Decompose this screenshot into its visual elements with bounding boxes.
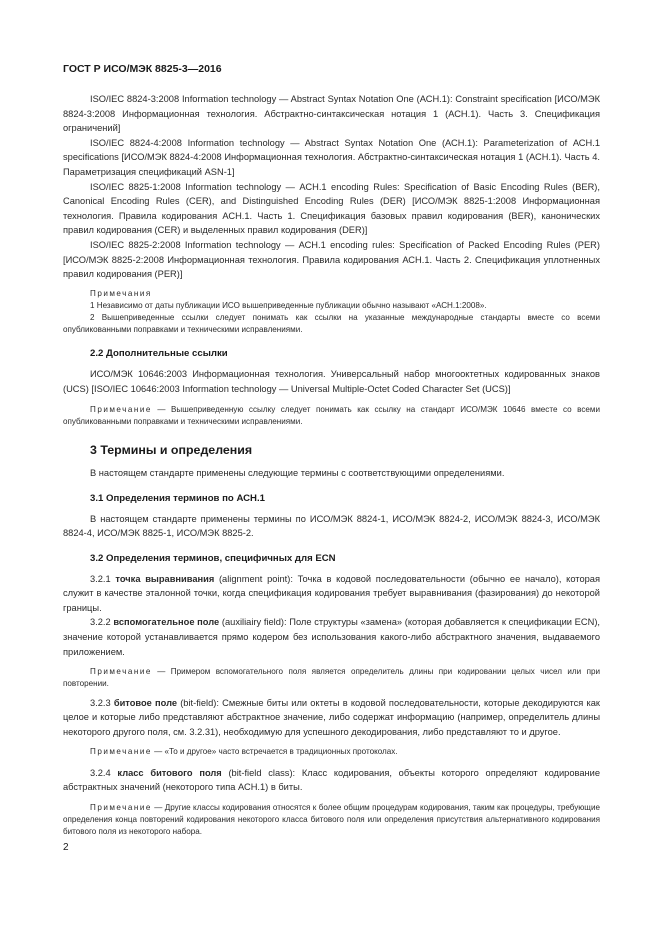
term-text: (auxiliairy field): Поле структуры «замена» (которая добавляется к спецификации ECN), значение которой устанавливается прямо кодером без использования какого-либо абстрактного значения, выдаваемого приложением.: [63, 617, 600, 657]
note-paragraph: [63, 802, 600, 839]
section-text: В настоящем стандарте применены термины по ИСО/МЭК 8824-1, ИСО/МЭК 8824-2, ИСО/МЭК 8824-3, ИСО/МЭК 8824-4, ИСО/МЭК 8825-1, ИСО/МЭК 8825-2.: [63, 513, 600, 539]
note-text: — Другие классы кодирования относятся к более общим процедурам кодирования, таким как процедуры, требующие определения конца повторений кодирования некоторого класса битового поля или определения присутствия альтернативного кодирования битового поля из некоторого набора.: [63, 802, 600, 837]
section-heading-3: 3 Термины и определения: [90, 442, 253, 457]
term-name: класс битового поля: [117, 767, 222, 778]
term-definition: [63, 615, 600, 659]
document-body: [63, 92, 600, 838]
term-text: (bit-field): Смежные биты или октеты в кодовой последовательности, которые декодируются как целое и которые либо представляют абстрактное значение, либо содержат информацию (например, определитель длины некоторого другого поля, см. 3.2.31), необходимую для успешного декодирования, либо представляют то и другое.: [63, 697, 600, 737]
note-paragraph: [63, 666, 600, 690]
note-item: 2 Вышеприведенные ссылки следует понимать как ссылки на указанные международные стандарты вместе со всеми опубликованными поправками и техническими исправлениями.: [63, 312, 600, 335]
section-heading-3-2: 3.2 Определения терминов, специфичных для ECN: [90, 552, 336, 564]
note-label: Примечание: [90, 667, 152, 677]
reference-entry: ISO/IEC 8824-3:2008 Information technology — Abstract Syntax Notation One (АСН.1): Constraint specification [ИСО/МЭК 8824-3:2008 Информационная технология. Абстрактно-синтаксическая нотация 1 (АСН.1). Часть 3. Спецификация ограничений]: [63, 94, 600, 134]
term-definition: [63, 696, 600, 740]
note-paragraph: [63, 404, 600, 428]
section-heading-3-1: 3.1 Определения терминов по АСН.1: [90, 492, 265, 504]
note-label: Примечание: [90, 802, 152, 812]
term-name: точка выравнивания: [115, 573, 215, 584]
note-label: Примечание: [90, 747, 152, 757]
note-text: — Вышеприведенную ссылку следует понимать как ссылку на стандарт ИСО/МЭК 10646 вместе со всеми опубликованными поправками и техническими исправлениями.: [63, 404, 600, 426]
reference-entry: ISO/IEC 8825-1:2008 Information technology — АСН.1 encoding Rules: Specification of Basic Encoding Rules (BER), Canonical Encoding Rules (CER), and Distinguished Encoding Rules (DER) [ИСО/МЭК 8825-1:2008 Информационная технология. Правила кодирования АСН.1. Часть 1. Спецификация базовых правил кодирования (BER), канонических правил кодирования (CER) и выделенных правил кодирования (DER)]: [63, 181, 600, 236]
section-heading-2-2: 2.2 Дополнительные ссылки: [90, 348, 228, 360]
term-number: 3.2.4: [90, 767, 118, 778]
term-text: (alignment point): Точка в кодовой последовательности (обычно ее начало), которая служит в качестве эталонной точки, когда спецификация кодирования требует выравнивания (фазирования) до некоторой границы.: [63, 573, 600, 613]
term-text: (bit-field class): Класс кодирования, объекты которого определяют кодирование абстрактных значений (некоторого типа АСН.1) в биты.: [63, 767, 601, 793]
term-number: 3.2.2: [90, 617, 114, 628]
note-label: Примечание: [90, 404, 152, 414]
page-number: 2: [63, 842, 69, 853]
note-text: — Примером вспомогательного поля является определитель длины при кодировании целых чисел или при повторении.: [63, 667, 600, 689]
term-number: 3.2.3: [90, 697, 114, 708]
term-definition: [63, 572, 600, 616]
document-header: ГОСТ Р ИСО/МЭК 8825-3—2016: [63, 63, 222, 75]
section-text: В настоящем стандарте применены следующие термины с соответствующими определениями.: [90, 467, 505, 478]
section-text: ИСО/МЭК 10646:2003 Информационная технология. Универсальный набор многооктетных кодированных знаков (UCS) [ISO/IEC 10646:2003 Information technology — Universal Multiple-Octet Coded Character Set (UCS)]: [63, 369, 600, 394]
note-item: 1 Независимо от даты публикации ИСО вышеприведенные публикации обычно называют «АСН.1:2008».: [90, 300, 487, 310]
reference-entry: ISO/IEC 8824-4:2008 Information technology — Abstract Syntax Notation One (АСН.1): Parameterization of АСН.1 specifications [ИСО/МЭК 8824-4:2008 Информационная технология. Абстрактно-синтаксическая нотация 1 (АСН.1). Часть 4. Параметризация спецификаций ASN-1]: [63, 137, 600, 177]
term-number: 3.2.1: [90, 573, 116, 584]
note-paragraph: [63, 746, 600, 758]
term-name: битовое поле: [113, 697, 178, 708]
notes-heading: Примечания: [90, 288, 152, 298]
term-definition: [63, 766, 600, 795]
term-name: вспомогательное поле: [113, 617, 220, 628]
reference-entry: ISO/IEC 8825-2:2008 Information technology — АСН.1 encoding rules: Specification of Packed Encoding Rules (PER) [ИСО/МЭК 8825-2:2008 Информационная технология. Правила кодирования АСН.1. Часть 2. Спецификация уплотненных правил кодирования (PER)]: [63, 239, 600, 280]
note-text: — «То и другое» часто встречается в традиционных протоколах.: [151, 747, 398, 757]
